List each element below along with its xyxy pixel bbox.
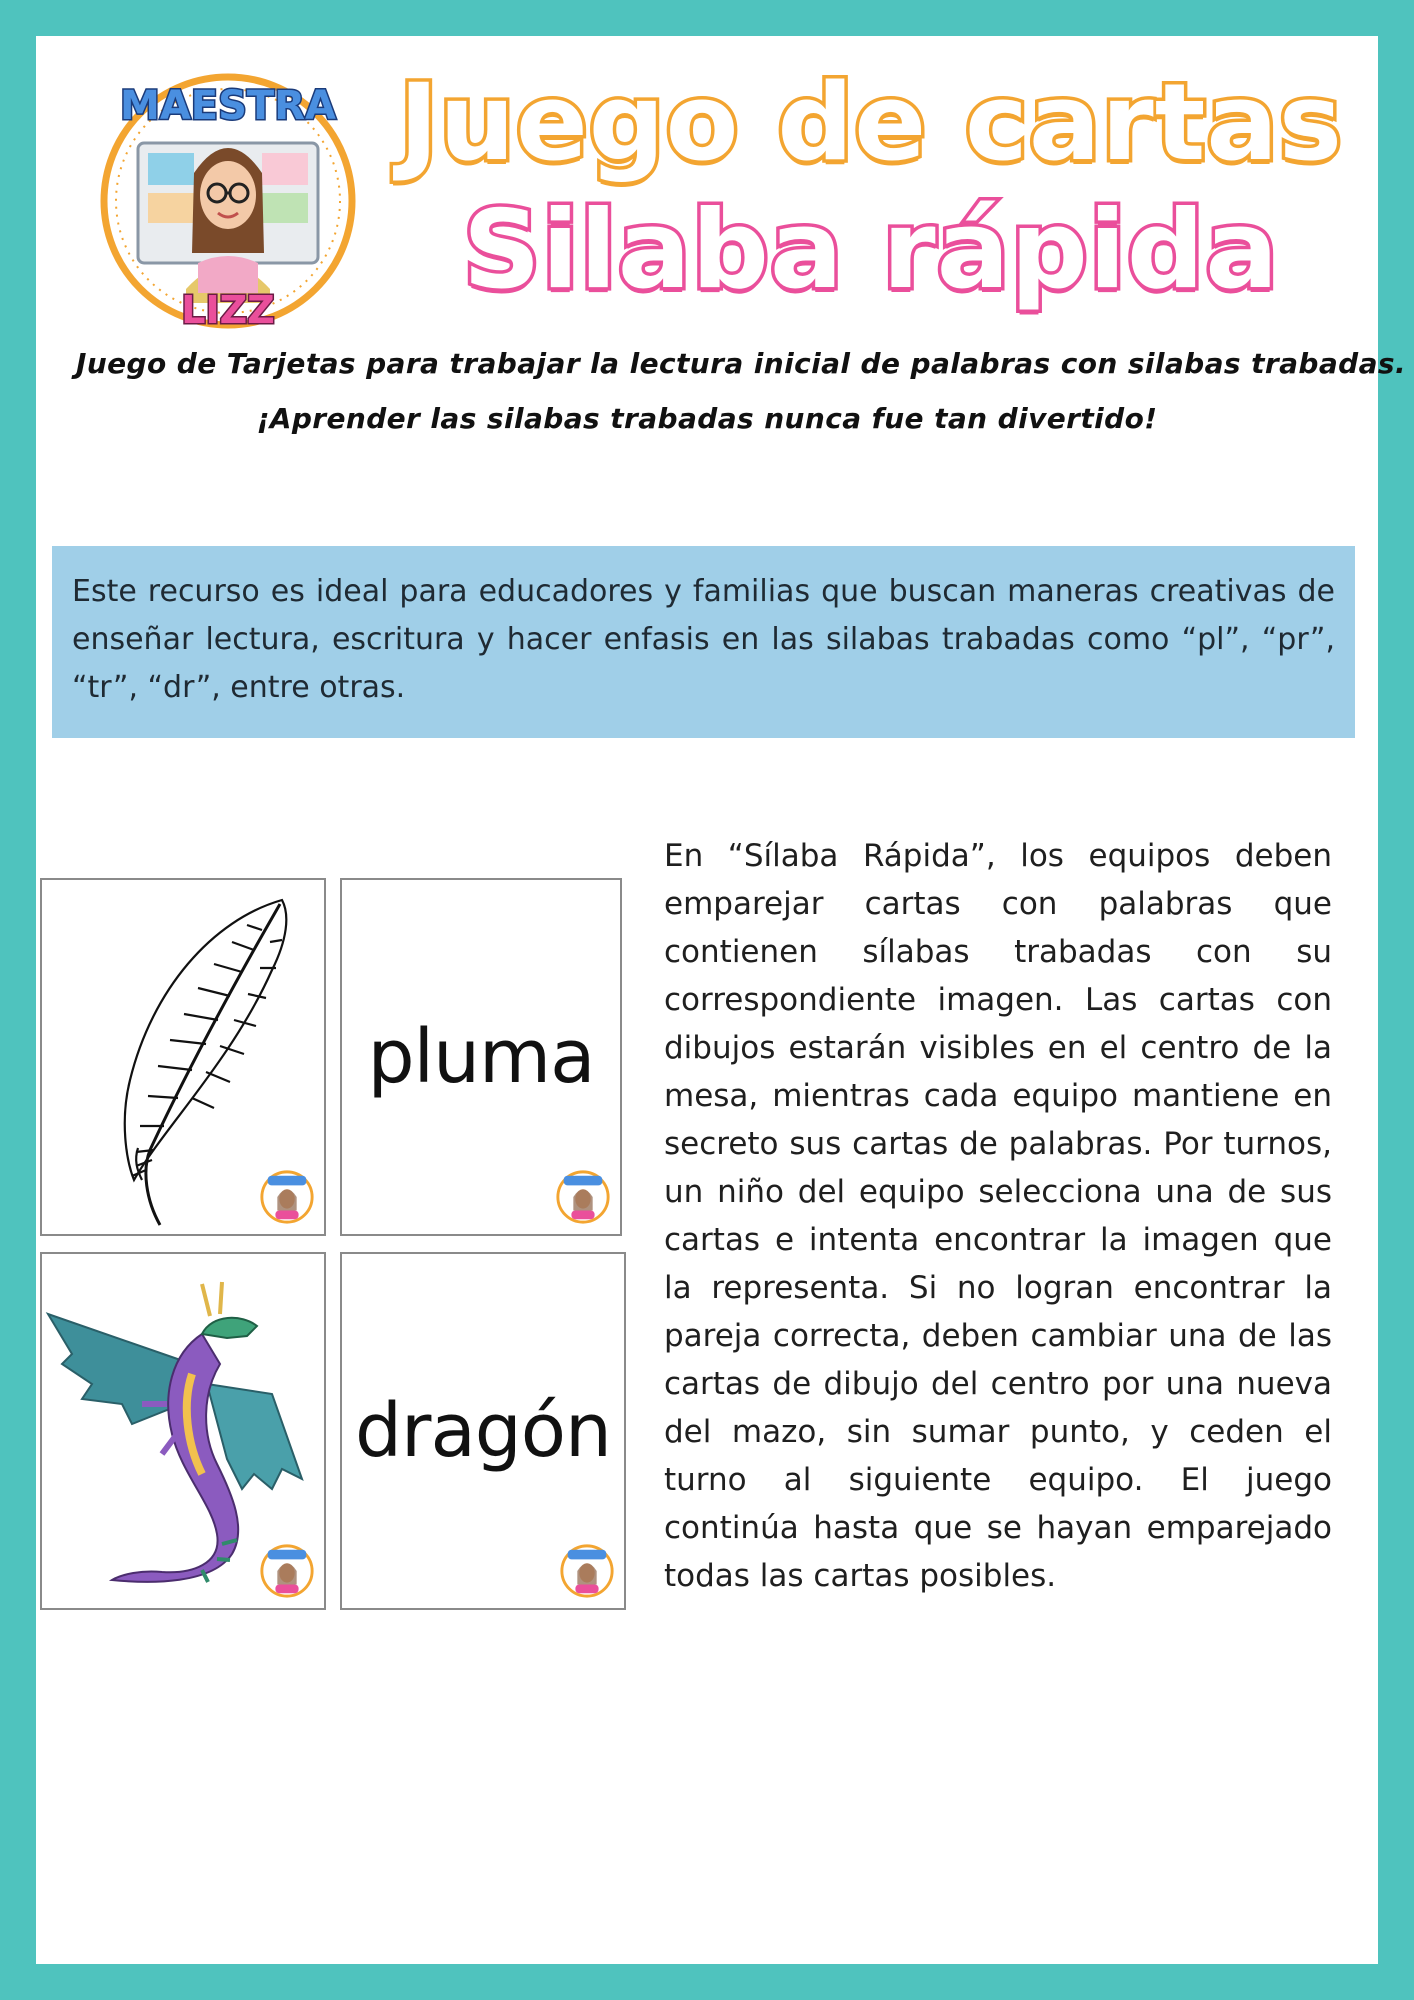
subtitle-line-1: Juego de Tarjetas para trabajar la lectura inicial de palabras con silabas trabadas.: [76, 347, 1406, 380]
card-word-dragon-text: dragón: [355, 1388, 611, 1474]
subtitle-line-2: ¡Aprender las silabas trabadas nunca fue tan divertido!: [256, 402, 1158, 435]
mini-logo-icon: [554, 1168, 612, 1226]
info-box: Este recurso es ideal para educadores y familias que buscan maneras creativas de enseñar lectura, escritura y hacer enfasis en las silabas trabadas como “pl”, “pr”, “tr”, “dr”, entre otras.: [52, 546, 1355, 738]
logo-top-text: MAESTRA: [120, 83, 336, 129]
mini-logo-icon: [558, 1542, 616, 1600]
card-word-pluma: [340, 878, 622, 1236]
card-dragon: [40, 1252, 326, 1610]
card-feather: [40, 878, 326, 1236]
card-word-dragon: [340, 1252, 626, 1610]
maestra-lizz-logo: [82, 53, 374, 343]
page: [36, 36, 1406, 1964]
card-word-pluma-text: pluma: [367, 1014, 595, 1100]
logo-bottom-text: LIZZ: [181, 288, 275, 332]
mini-logo-icon: [258, 1168, 316, 1226]
subtitle: [36, 336, 1406, 446]
rules-paragraph: En “Sílaba Rápida”, los equipos deben emparejar cartas con palabras que contienen sílabas trabadas con su correspondiente imagen. Las cartas con dibujos estarán visibles en el centro de la mesa, mientras cada equipo mantiene en secreto sus cartas de palabras. Por turnos, un niño del equipo selecciona una de sus cartas e intenta encontrar la imagen que la representa. Si no logran encontrar la pareja correcta, deben cambiar una de las cartas de dibujo del centro por una nueva del mazo, sin sumar punto, y ceden el turno al siguiente equipo. El juego continúa hasta que se hayan emparejado todas las cartas posibles.: [664, 838, 1332, 1594]
title-line-1: Juego de cartas: [398, 61, 1343, 184]
title-line-2: Silaba rápida: [462, 188, 1280, 313]
mini-logo-icon: [258, 1542, 316, 1600]
